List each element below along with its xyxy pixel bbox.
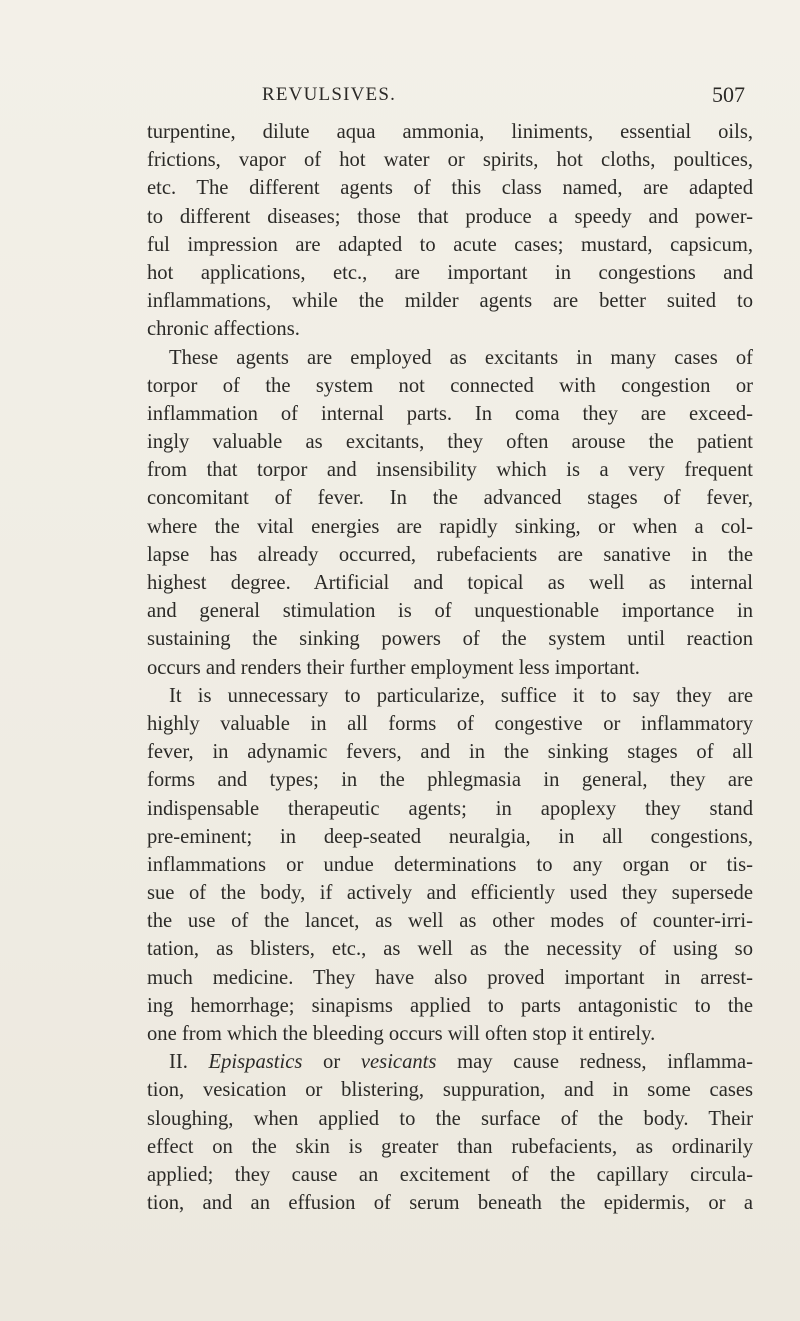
text-span: may cause redness, inflamma- bbox=[436, 1051, 753, 1074]
text-span: II. bbox=[169, 1051, 209, 1074]
text-line: inflammations or undue determinations to any organ or tis- bbox=[147, 853, 753, 876]
text-line: indispensable therapeutic agents; in apoplexy they stand bbox=[147, 797, 753, 820]
text-line: sloughing, when applied to the surface of the body. Their bbox=[147, 1107, 753, 1130]
text-line: inflammation of internal parts. In coma they are exceed- bbox=[147, 402, 753, 425]
text-line: tion, and an effusion of serum beneath the epidermis, or a bbox=[147, 1192, 753, 1215]
text-line: chronic affections. bbox=[147, 318, 300, 341]
body-text bbox=[147, 118, 753, 1217]
text-line: turpentine, dilute aqua ammonia, liniments, essential oils, bbox=[147, 121, 753, 143]
text-line: to different diseases; those that produce a speedy and power- bbox=[147, 205, 753, 228]
text-line: forms and types; in the phlegmasia in general, they are bbox=[147, 769, 753, 792]
text-line: occurs and renders their further employment less important. bbox=[147, 656, 640, 679]
text-line: highest degree. Artificial and topical as well as internal bbox=[147, 572, 753, 594]
text-line: sustaining the sinking powers of the system until reaction bbox=[147, 628, 753, 651]
italic-term: vesicants bbox=[360, 1051, 437, 1074]
text-line: ful impression are adapted to acute cases; mustard, capsicum, bbox=[147, 233, 753, 256]
text-line: one from which the bleeding occurs will often stop it entirely. bbox=[147, 1023, 656, 1045]
text-line: concomitant of fever. In the advanced stages of fever, bbox=[147, 487, 753, 510]
text-line: tion, vesication or blistering, suppuration, and in some cases bbox=[147, 1079, 753, 1102]
text-line: applied; they cause an excitement of the capillary circula- bbox=[147, 1163, 753, 1186]
text-line: ingly valuable as excitants, they often arouse the patient bbox=[147, 431, 753, 454]
text-line: hot applications, etc., are important in congestions and bbox=[147, 261, 753, 284]
text-line: highly valuable in all forms of congestive or inflammatory bbox=[147, 712, 753, 735]
text-line: pre-eminent; in deep-seated neuralgia, in all congestions, bbox=[147, 825, 753, 848]
italic-term: Epispastics bbox=[208, 1051, 303, 1074]
text-line: tation, as blisters, etc., as well as the necessity of using so bbox=[147, 938, 753, 961]
text-line: the use of the lancet, as well as other modes of counter-irri- bbox=[147, 910, 753, 933]
text-line: sue of the body, if actively and efficiently used they supersede bbox=[147, 882, 753, 905]
text-line: etc. The different agents of this class named, are adapted bbox=[147, 177, 753, 200]
text-line: lapse has already occurred, rubefacients are sanative in the bbox=[147, 543, 753, 566]
page-header bbox=[150, 84, 745, 110]
text-line: inflammations, while the milder agents are better suited to bbox=[147, 290, 753, 313]
text-line: torpor of the system not connected with congestion or bbox=[147, 374, 753, 397]
running-head: REVULSIVES. bbox=[262, 84, 397, 105]
text-span: or bbox=[302, 1051, 361, 1074]
text-line: These agents are employed as excitants in many cases of bbox=[169, 346, 753, 369]
text-line: and general stimulation is of unquestionable importance in bbox=[147, 600, 753, 623]
text-line: ing hemorrhage; sinapisms applied to parts antagonistic to the bbox=[147, 994, 753, 1017]
text-line: where the vital energies are rapidly sinking, or when a col- bbox=[147, 515, 753, 538]
text-line: effect on the skin is greater than rubefacients, as ordinarily bbox=[147, 1135, 753, 1158]
text-line: from that torpor and insensibility which is a very frequent bbox=[147, 459, 753, 482]
text-line: much medicine. They have also proved important in arrest- bbox=[147, 966, 753, 989]
page-number: 507 bbox=[712, 82, 745, 107]
text-line bbox=[147, 1048, 753, 1076]
text-line: It is unnecessary to particularize, suffice it to say they are bbox=[169, 684, 753, 707]
text-line: frictions, vapor of hot water or spirits, hot cloths, poultices, bbox=[147, 149, 753, 172]
text-line: fever, in adynamic fevers, and in the sinking stages of all bbox=[147, 741, 753, 764]
